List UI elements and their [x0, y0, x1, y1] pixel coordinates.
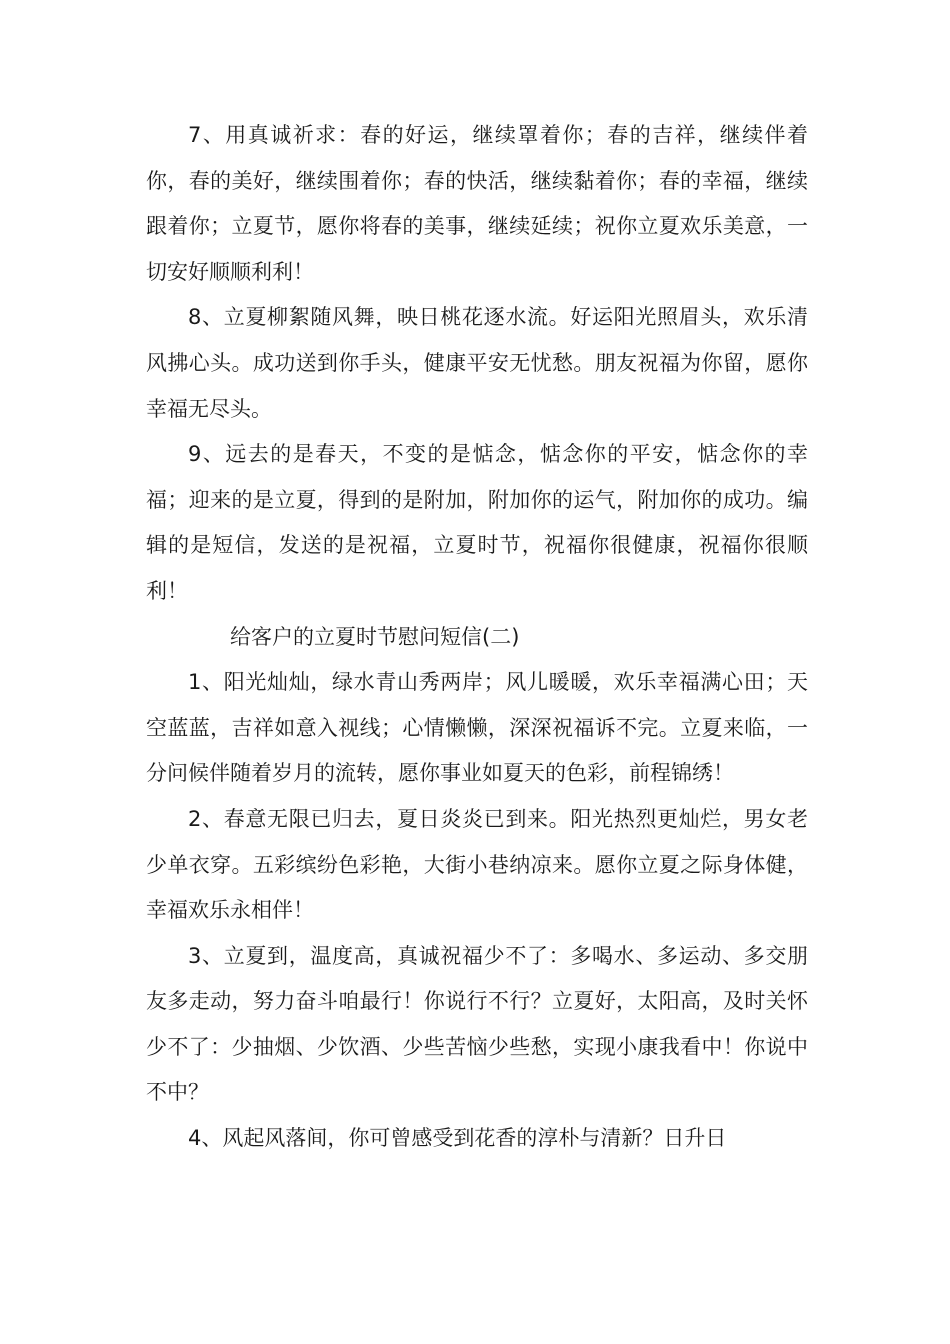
- paragraph-2: 2、春意无限已归去，夏日炎炎已到来。阳光热烈更灿烂，男女老少单衣穿。五彩缤纷色彩艳，大街小巷纳凉来。愿你立夏之际身体健，幸福欢乐永相伴！: [146, 806, 808, 923]
- document-body: [146, 113, 808, 1162]
- paragraph-1: 1、阳光灿灿，绿水青山秀两岸；风儿暖暖，欢乐幸福满心田；天空蓝蓝，吉祥如意入视线；心情懒懒，深深祝福诉不完。立夏来临，一分问候伴随着岁月的流转，愿你事业如夏天的色彩，前程锦绣！: [146, 670, 808, 786]
- paragraph-3: 3、立夏到，温度高，真诚祝福少不了：多喝水、多运动、多交朋友多走动，努力奋斗咱最行！你说行不行？立夏好，太阳高，及时关怀少不了：少抽烟、少饮酒、少些苦恼少些愁，实现小康我看中！你说中不中？: [146, 943, 808, 1105]
- paragraph-7: 7、用真诚祈求：春的好运，继续罩着你；春的吉祥，继续伴着你，春的美好，继续围着你；春的快活，继续黏着你；春的幸福，继续跟着你；立夏节，愿你将春的美事，继续延续；祝你立夏欢乐美意，一切安好顺顺利利！: [146, 123, 808, 284]
- paragraph-9: 9、远去的是春天，不变的是惦念，惦念你的平安，惦念你的幸福；迎来的是立夏，得到的是附加，附加你的运气，附加你的成功。编辑的是短信，发送的是祝福，立夏时节，祝福你很健康，祝福你很顺利！: [146, 442, 808, 603]
- paragraph-4: 4、风起风落间，你可曾感受到花香的淳朴与清新？日升日: [188, 1126, 727, 1151]
- section-heading: 给客户的立夏时节慰问短信(二): [230, 624, 520, 649]
- paragraph-8: 8、立夏柳絮随风舞，映日桃花逐水流。好运阳光照眉头，欢乐清风拂心头。成功送到你手头，健康平安无忧愁。朋友祝福为你留，愿你幸福无尽头。: [146, 305, 808, 421]
